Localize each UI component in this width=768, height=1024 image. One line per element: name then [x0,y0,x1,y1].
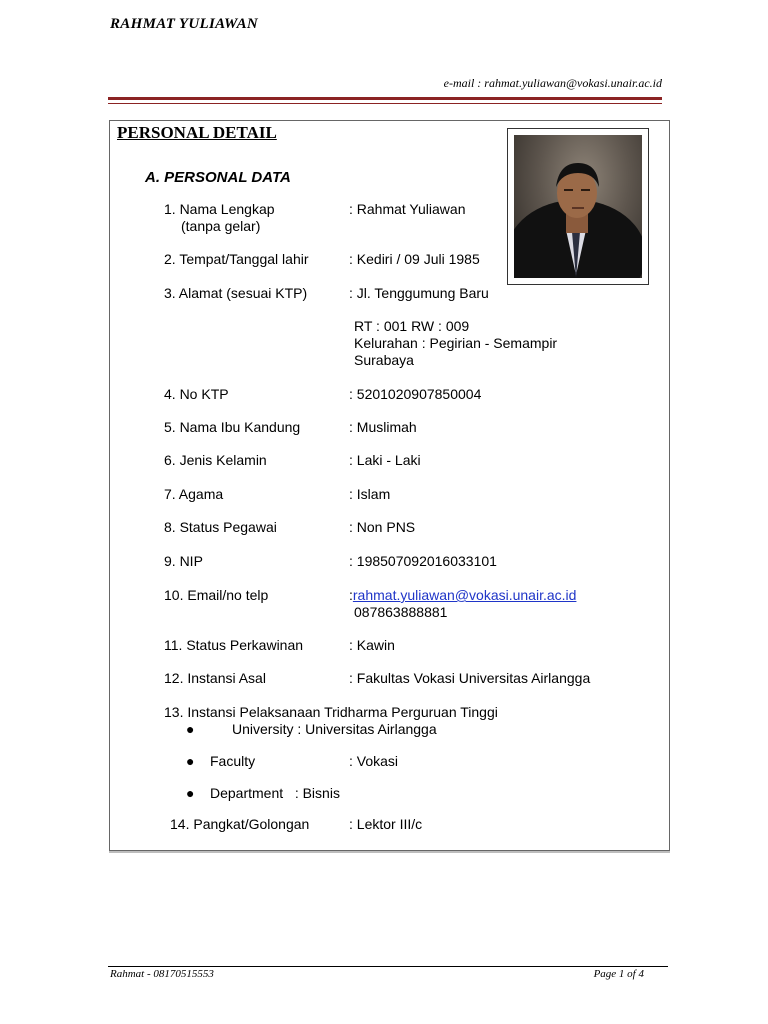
item-value: : Rahmat Yuliawan [349,201,466,217]
item-value: : Non PNS [349,519,416,535]
bullet-university: University : Universitas Airlangga [232,721,437,737]
item-value: : Kediri / 09 Juli 1985 [349,251,480,267]
item-label: 6. Jenis Kelamin [164,452,267,468]
item-value: : Fakultas Vokasi Universitas Airlangga [349,670,591,686]
item-value: : Jl. Tenggumung Baru [349,285,489,301]
footer-rule [108,966,668,967]
item-value [349,587,576,604]
header-email: e-mail : rahmat.yuliawan@vokasi.unair.ac.id [443,76,662,90]
page-number: Page 1 of 4 [593,968,644,980]
item-value: : Muslimah [349,419,417,435]
bullet-value: : Vokasi [349,753,399,769]
item-label: 11. Status Perkawinan [164,637,304,653]
item-label: 10. Email/no telp [164,587,269,603]
header-name: RAHMAT YULIAWAN [110,16,259,32]
subsection-title: A. PERSONAL DATA [145,169,291,186]
address-line: Kelurahan : Pegirian - Semampir [354,335,558,351]
bullet-label: Faculty [210,753,256,769]
item-label: 8. Status Pegawai [164,519,277,535]
address-line: RT : 001 RW : 009 [354,318,470,334]
item-value: : 198507092016033101 [349,553,497,569]
profile-photo [514,135,642,278]
header-rule-thick [108,97,662,100]
item-label: 1. Nama Lengkap [164,201,275,217]
item-value: : Lektor III/c [349,816,423,832]
item-nama-lengkap-sub: (tanpa gelar) [181,218,261,234]
profile-photo-frame [507,128,649,285]
item-label: 3. Alamat (sesuai KTP) [164,285,308,301]
item-value: : Kawin [349,637,395,653]
header-rule-thin [108,103,662,104]
item-value: : Laki - Laki [349,452,421,468]
bullet-dot-icon: ● [186,721,195,737]
item-instansi-pelaksanaan: 13. Instansi Pelaksanaan Tridharma Perguruan Tinggi [164,704,498,720]
item-label: 2. Tempat/Tanggal lahir [164,251,309,267]
bullet-dot-icon: ● [186,785,195,801]
value-prefix: : [349,587,353,603]
item-label: 4. No KTP [164,386,229,402]
item-label: 9. NIP [164,553,203,569]
address-line: Surabaya [354,352,414,368]
email-link[interactable]: rahmat.yuliawan@vokasi.unair.ac.id [352,587,577,603]
section-title: PERSONAL DETAIL [117,123,277,142]
item-label: 12. Instansi Asal [164,670,266,686]
footer-contact: Rahmat - 08170515553 [110,968,214,980]
item-value: : 5201020907850004 [349,386,482,402]
phone-number: 087863888881 [354,604,448,620]
item-value: : Islam [349,486,391,502]
item-label: 7. Agama [164,486,224,502]
item-label: 14. Pangkat/Golongan [170,816,310,832]
bullet-dot-icon: ● [186,753,195,769]
item-label: 5. Nama Ibu Kandung [164,419,301,435]
bullet-department: Department : Bisnis [210,785,340,801]
person-portrait-icon [514,135,642,278]
